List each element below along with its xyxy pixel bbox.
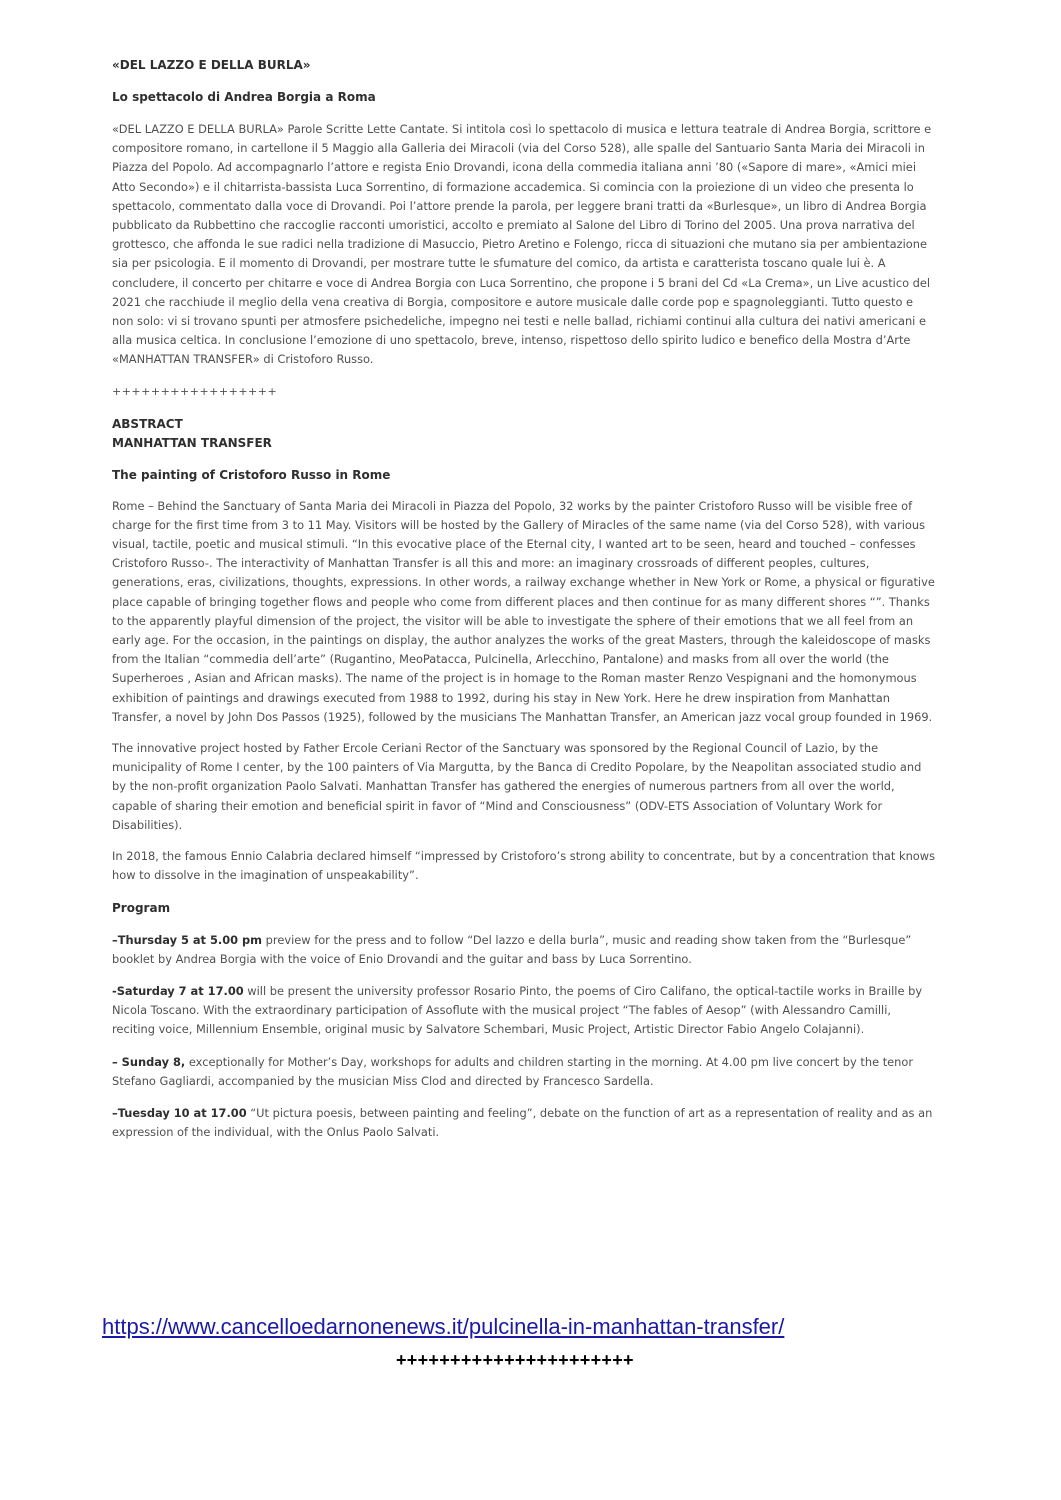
program-item-date: –Thursday 5 at 5.00 pm [112, 932, 263, 947]
program-item [112, 1053, 937, 1091]
footer-separator: ++++++++++++++++++++++ [396, 1350, 634, 1370]
program-item-text: exceptionally for Mother’s Day, workshops for adults and children starting in the morning. At 4.00 pm live concert by the tenor Stefano Gagliardi, accompanied by the musician Miss Clod and directed by Francesco Sardella. [112, 1054, 914, 1088]
program-item-text: will be present the university professor Rosario Pinto, the poems of Ciro Califano, the optical-tactile works in Braille by Nicola Toscano. With the extraordinary participation of Assoflute with the musical project “The fables of Aesop” (with Alessandro Camilli, reciting voice, Millennium Ensemble, original music by Salvatore Schembari, Music Project, Artistic Director Fabio Angelo Colajanni). [112, 983, 923, 1037]
english-subtitle: The painting of Cristoforo Russo in Rome [112, 467, 391, 482]
program-item-date: – Sunday 8, [112, 1054, 186, 1069]
article-title: «DEL LAZZO E DELLA BURLA» [112, 58, 311, 72]
italian-paragraph: «DEL LAZZO E DELLA BURLA» Parole Scritte Lette Cantate. Si intitola così lo spettacolo di musica e lettura teatrale di Andrea Borgia, scrittore e compositore romano, in cartellone il 5 Maggio alla Galleria dei Miracoli (via del Corso 528), alle spalle del Santuario Santa Maria dei Miracoli in Piazza del Popolo. Ad accompagnarlo l’attore e regista Enio Drovandi, icona della commedia italiana anni ’80 («Sapore di mare», «Amici miei Atto Secondo») e il chitarrista-bassista Luca Sorrentino, di formazione accademica. Si comincia con la proiezione di un video che presenta lo spettacolo, commentato dalla voce di Drovandi. Poi l’attore prende la parola, per leggere brani tratti da «Burlesque», un libro di Andrea Borgia pubblicato da Rubbettino che raccoglie racconti umoristici, accolto e premiato al Salone del Libro di Torino del 2005. Una prova narrativa del grottesco, che affonda le sue radici nella tradizione di Masuccio, Pietro Aretino e Folengo, ricca di situazioni che mutano sia per ambientazione sia per psicologia. E il momento di Drovandi, per mostrare tutte le sfumature del comico, da artista e caratterista toscano quale lui è. A concludere, il concerto per chitarre e voce di Andrea Borgia con Luca Sorrentino, che propone i 5 brani del Cd «La Crema», un Live acustico del 2021 che racchiude il meglio della vena creativa di Borgia, compositore e autore musicale dalle corde pop e spagnoleggianti. Tutto questo e non solo: vi si trovano spunti per atmosfere psichedeliche, impegno nei testi e nelle ballad, richiami continui alla cultura dei nativi americani e alla musica celtica. In conclusione l’emozione di uno spettacolo, breve, intenso, rispettoso dello spirito ludico e benefico della Mostra d’Arte «MANHATTAN TRANSFER» di Cristoforo Russo. [112, 122, 932, 367]
article [112, 52, 937, 1142]
article-subtitle: Lo spettacolo di Andrea Borgia a Roma [112, 90, 376, 104]
program-item [112, 982, 937, 1040]
program-item-date: –Tuesday 10 at 17.00 [112, 1105, 247, 1120]
english-paragraph-3: In 2018, the famous Ennio Calabria declared himself “impressed by Cristoforo’s strong ability to concentrate, but by a concentration that knows how to dissolve in the imagination of unspeakability”. [112, 849, 936, 883]
abstract-label: ABSTRACT [112, 416, 183, 431]
program-item-text: “Ut pictura poesis, between painting and feeling”, debate on the function of art as a representation of reality and as an expression of the individual, with the Onlus Paolo Salvati. [112, 1105, 933, 1140]
source-link[interactable]: https://www.cancelloedarnonenews.it/pulcinella-in-manhattan-transfer/ [102, 1314, 785, 1339]
manhattan-transfer-label: MANHATTAN TRANSFER [112, 435, 272, 450]
english-paragraph-2: The innovative project hosted by Father Ercole Ceriani Rector of the Sanctuary was sponsored by the Regional Council of Lazio, by the municipality of Rome I center, by the 100 painters of Via Margutta, by the Banca di Credito Popolare, by the Neapolitan associated studio and by the non-profit organization Paolo Salvati. Manhattan Transfer has gathered the energies of numerous partners from all over the world, capable of sharing their emotion and beneficial spirit in favor of “Mind and Consciousness” (ODV-ETS Association of Voluntary Work for Disabilities). [112, 741, 922, 832]
program-title: Program [112, 900, 171, 915]
program-item [112, 931, 937, 969]
program-item-text: preview for the press and to follow “Del lazzo e della burla”, music and reading show taken from the “Burlesque” booklet by Andrea Borgia with the voice of Enio Drovandi and the guitar and bass by Luca Sorrentino. [112, 932, 912, 966]
english-paragraph-1: Rome – Behind the Sanctuary of Santa Maria dei Miracoli in Piazza del Popolo, 32 works by the painter Cristoforo Russo will be visible free of charge for the first time from 3 to 11 May. Visitors will be hosted by the Gallery of Miracles of the same name (via del Corso 528), with various visual, tactile, poetic and musical stimuli. “In this evocative place of the Eternal city, I wanted art to be seen, heard and touched – confesses Cristoforo Russo-. The interactivity of Manhattan Transfer is all this and more: an imaginary crossroads of different peoples, cultures, generations, eras, civilizations, thoughts, expressions. In other words, a railway exchange whether in New York or Rome, a physical or figurative place capable of bringing together flows and people who come from different places and then continue for as many different shores “”. Thanks to the apparently playful dimension of the project, the visitor will be able to investigate the sphere of their emotions that we all feel from an early age. For the occasion, in the paintings on display, the author analyzes the works of the great Masters, through the kaleidoscope of masks from the Italian “commedia dell’arte” (Rugantino, MeoPatacca, Pulcinella, Arlecchino, Pantalone) and masks from all over the world (the Superheroes , Asian and African masks). The name of the project is in homage to the Roman master Renzo Vespignani and the homonymous exhibition of paintings and drawings executed from 1988 to 1992, during his stay in New York. Here he drew inspiration from Manhattan Transfer, a novel by John Dos Passos (1925), followed by the musicians The Manhattan Transfer, an American jazz vocal group founded in 1969. [112, 498, 935, 724]
program-item-date: -Saturday 7 at 17.00 [112, 983, 244, 998]
program-item [112, 1104, 937, 1142]
separator: +++++++++++++++++ [112, 384, 278, 398]
